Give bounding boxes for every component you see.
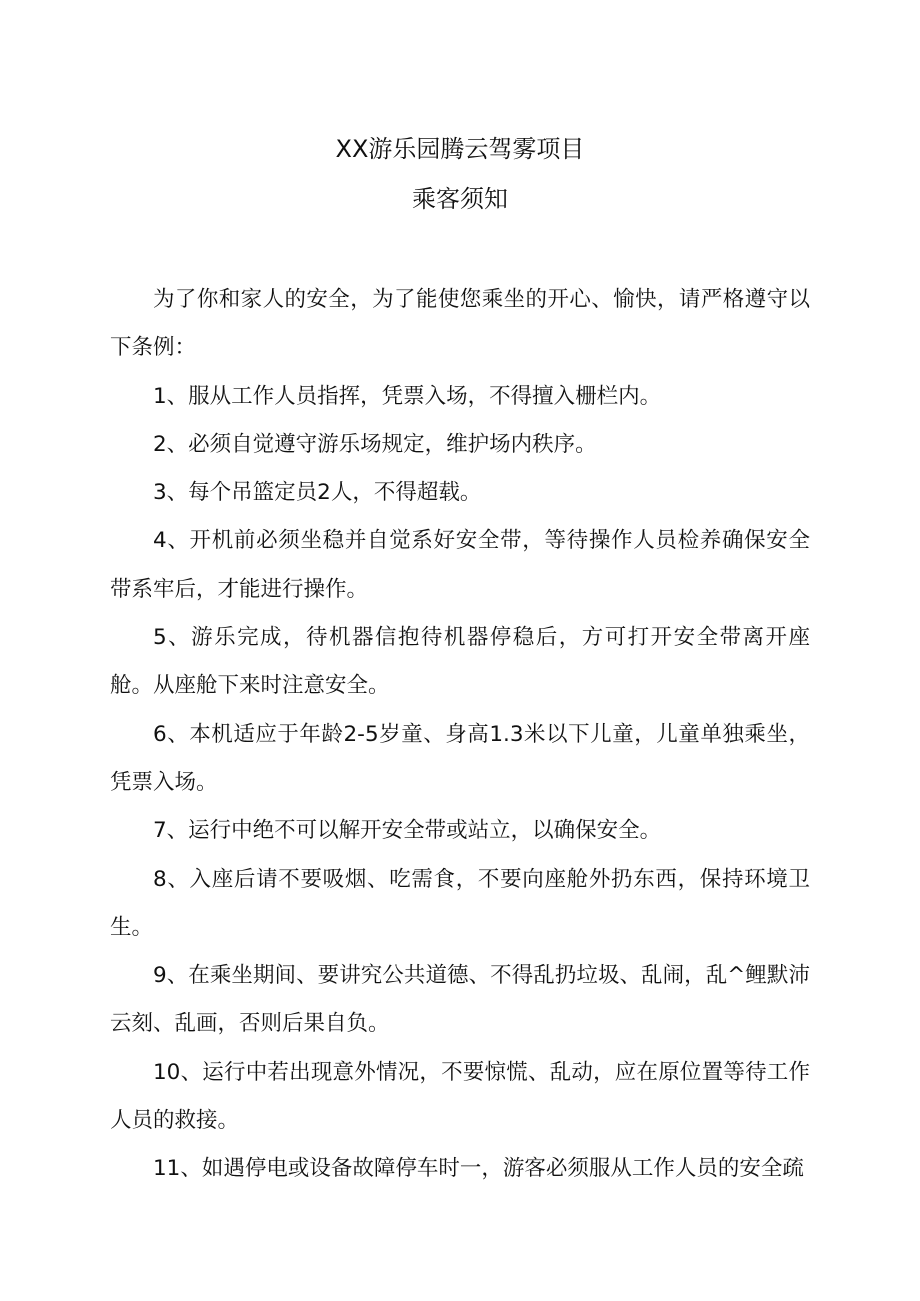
document-title: XX游乐园腾云驾雾项目 [335, 135, 585, 163]
rule-item-7: 7、运行中绝不可以解开安全带或站立，以确保安全。 [153, 818, 662, 844]
rule-item-8: 8、入座后请不要吸烟、吃需食，不要向座舱外扔东西，保持环境卫生。 [110, 866, 810, 940]
intro-paragraph: 为了你和家人的安全，为了能使您乘坐的开心、愉快，请严格遵守以下条例： [110, 287, 810, 361]
rule-item-6: 6、本机适应于年龄2-5岁童、身高1.3米以下儿童，儿童单独乘坐，凭票入场。 [110, 721, 810, 795]
rule-item-11: 11、如遇停电或设备故障停车时一，游客必须服从工作人员的安全疏 [153, 1156, 804, 1182]
rule-item-1: 1、服从工作人员指挥，凭票入场，不得擅入栅栏内。 [153, 383, 662, 409]
rule-item-4: 4、开机前必须坐稳并自觉系好安全带，等待操作人员检养确保安全带系牢后，才能进行操作。 [110, 528, 810, 602]
document-body [110, 276, 810, 1194]
rule-item-10: 10、运行中若出现意外情况，不要惊慌、乱动，应在原位置等待工作人员的救接。 [110, 1059, 810, 1134]
document-subtitle: 乘客须知 [412, 185, 508, 213]
rule-item-2: 2、必须自觉遵守游乐场规定，维护场内秩序。 [153, 431, 597, 457]
rule-item-3: 3、每个吊篮定员2人，不得超载。 [153, 480, 482, 506]
rule-item-9: 9、在乘坐期间、要讲究公共道德、不得乱扔垃圾、乱闹，乱^鲤默沛云刻、乱画，否则后果自负。 [110, 963, 810, 1037]
rule-item-5: 5、游乐完成，待机器信抱待机器停稳后，方可打开安全带离开座舱。从座舱下来时注意安全。 [110, 625, 810, 699]
